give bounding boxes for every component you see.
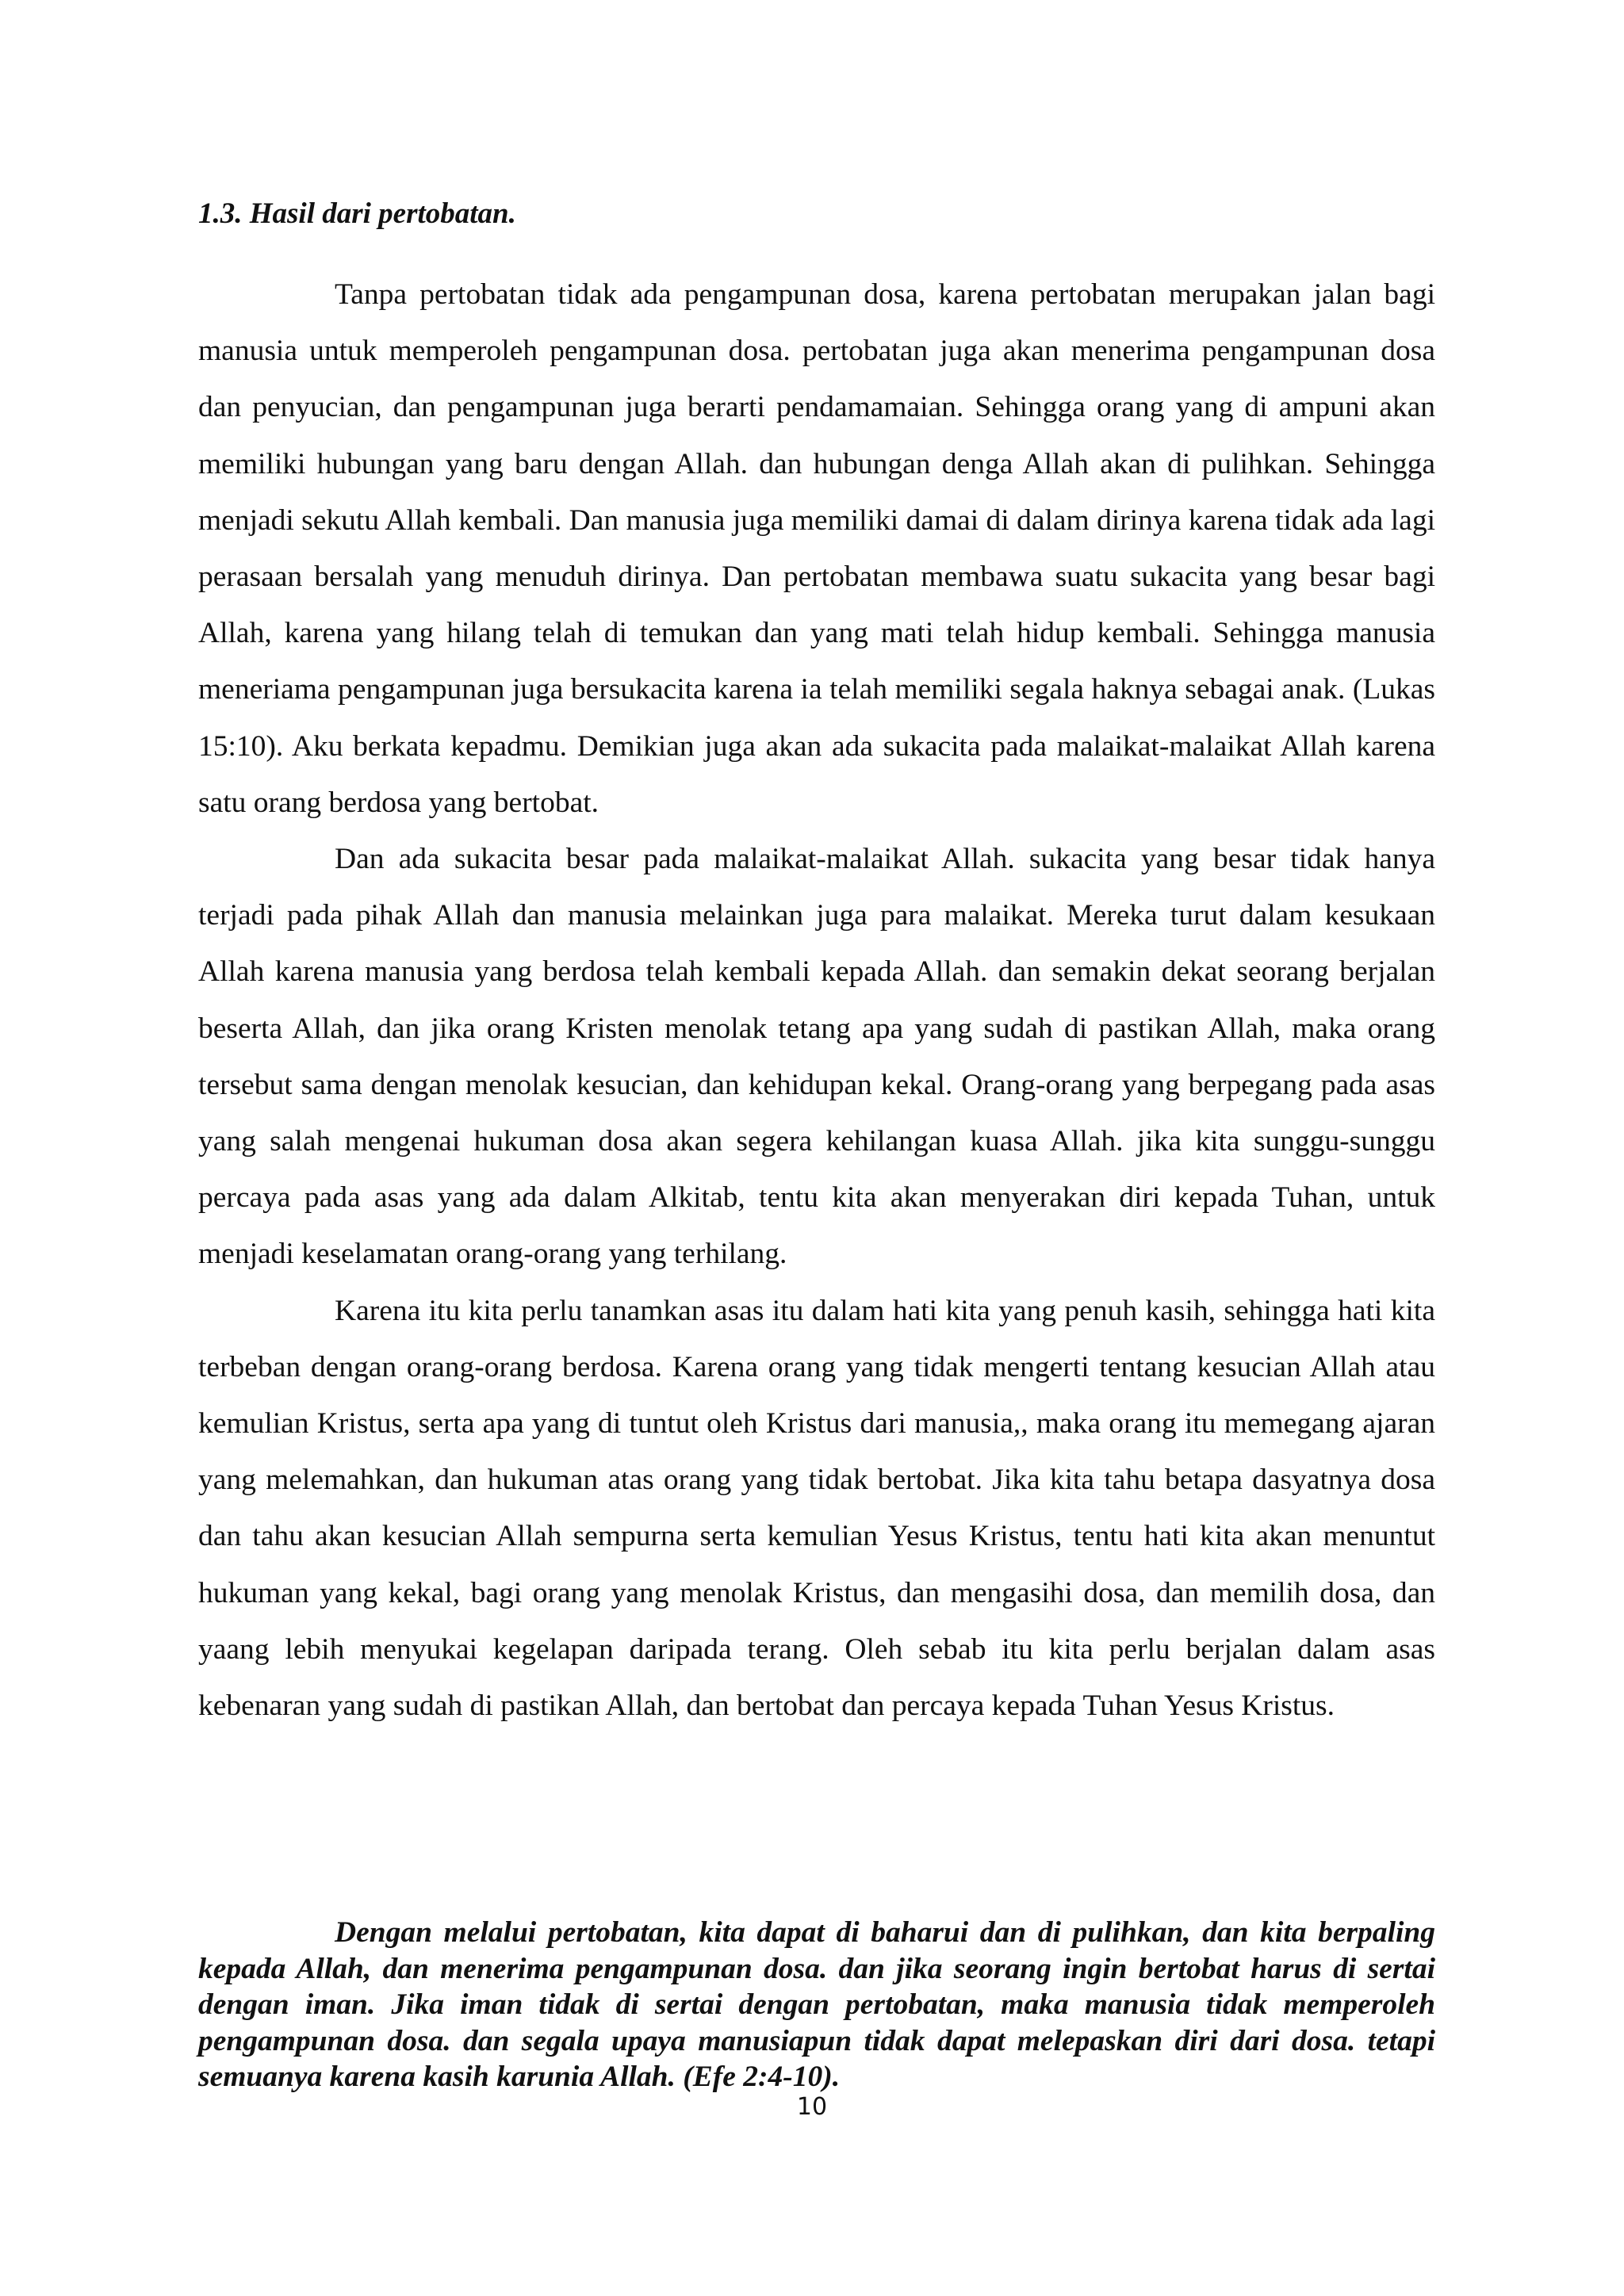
closing-paragraph: Dengan melalui pertobatan, kita dapat di baharui dan di pulihkan, dan kita berpaling kepada Allah, dan menerima pengampunan dosa. dan jika seorang ingin bertobat harus di sertai dengan iman. Jika iman tidak di sertai dengan pertobatan, maka manusia tidak memperoleh pengampunan dosa. dan segala upaya manusiapun tidak dapat melepaskan diri dari dosa. tetapi semuanya karena kasih karunia Allah. (Efe 2:4-10). (198, 1916, 1435, 2093)
paragraph: Tanpa pertobatan tidak ada pengampunan dosa, karena pertobatan merupakan jalan bagi manusia untuk memperoleh pengampunan dosa. pertobatan juga akan menerima pengampunan dosa dan penyucian, dan pengampunan juga berarti pendamamaian. Sehingga orang yang di ampuni akan memiliki hubungan yang baru dengan Allah. dan hubungan denga Allah akan di pulihkan. Sehingga menjadi sekutu Allah kembali. Dan manusia juga memiliki damai di dalam dirinya karena tidak ada lagi perasaan bersalah yang menuduh dirinya. Dan pertobatan membawa suatu sukacita yang besar bagi Allah, karena yang hilang telah di temukan dan yang mati telah hidup kembali. Sehingga manusia meneriama pengampunan juga bersukacita karena ia telah memiliki segala haknya sebagai anak. (Lukas 15:10). Aku berkata kepadmu. Demikian juga akan ada sukacita pada malaikat-malaikat Allah karena satu orang berdosa yang bertobat. (198, 278, 1435, 819)
body-text (198, 266, 1435, 1734)
paragraph: Dan ada sukacita besar pada malaikat-malaikat Allah. sukacita yang besar tidak hanya terjadi pada pihak Allah dan manusia melainkan juga para malaikat. Mereka turut dalam kesukaan Allah karena manusia yang berdosa telah kembali kepada Allah. dan semakin dekat seorang berjalan beserta Allah, dan jika orang Kristen menolak tetang apa yang sudah di pastikan Allah, maka orang tersebut sama dengan menolak kesucian, dan kehidupan kekal. Orang-orang yang berpegang pada asas yang salah mengenai hukuman dosa akan segera kehilangan kuasa Allah. jika kita sunggu-sunggu percaya pada asas yang ada dalam Alkitab, tentu kita akan menyerakan diri kepada Tuhan, untuk menjadi keselamatan orang-orang yang terhilang. (198, 843, 1435, 1271)
paragraph: Karena itu kita perlu tanamkan asas itu dalam hati kita yang penuh kasih, sehingga hati kita terbeban dengan orang-orang berdosa. Karena orang yang tidak mengerti tentang kesucian Allah atau kemulian Kristus, serta apa yang di tuntut oleh Kristus dari manusia,, maka orang itu memegang ajaran yang melemahkan, dan hukuman atas orang yang tidak bertobat. Jika kita tahu betapa dasyatnya dosa dan tahu akan kesucian Allah sempurna serta kemulian Yesus Kristus, tentu hati kita akan menuntut hukuman yang kekal, bagi orang yang menolak Kristus, dan mengasihi dosa, dan memilih dosa, dan yaang lebih menyukai kegelapan daripada terang. Oleh sebab itu kita perlu berjalan dalam asas kebenaran yang sudah di pastikan Allah, dan bertobat dan percaya kepada Tuhan Yesus Kristus. (198, 1294, 1435, 1723)
page-number: 10 (796, 2093, 828, 2121)
section-heading: 1.3. Hasil dari pertobatan. (198, 197, 516, 230)
